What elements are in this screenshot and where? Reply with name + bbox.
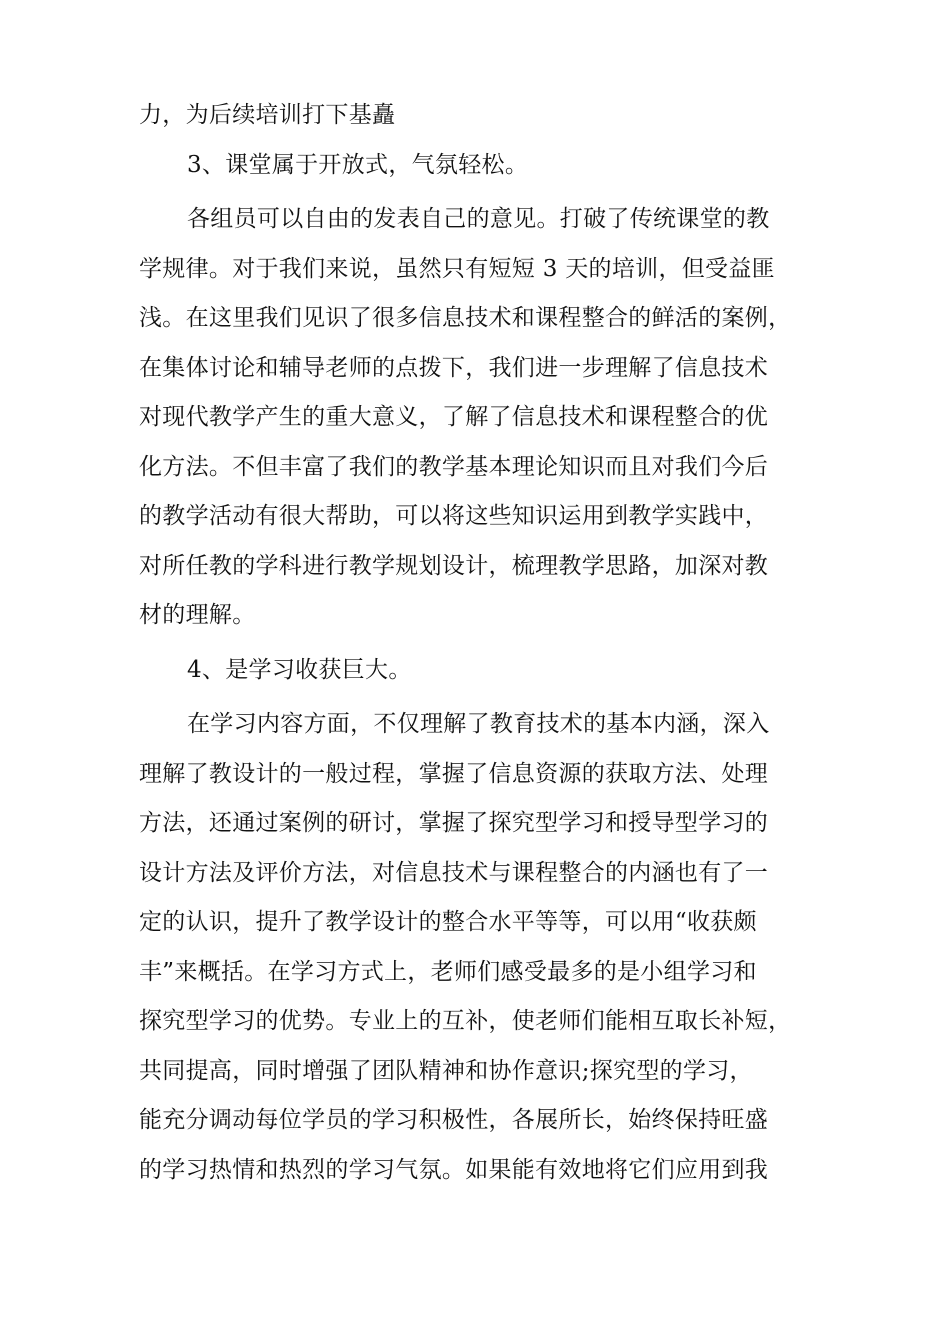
- paragraph-line-10: 在学习内容方面，不仅理解了教育技术的基本内涵，深入: [187, 711, 770, 737]
- paragraph-line-7: 的教学活动有很大帮助，可以将这些知识运用到教学实践中，: [139, 503, 769, 529]
- paragraph-line-2: 学规律。对于我们来说，虽然只有短短 3 天的培训，但受益匪: [139, 255, 775, 282]
- paragraph-line-14: 定的认识，提升了教学设计的整合水平等等，可以用“收获颇: [139, 909, 757, 935]
- section-heading-4: 4、是学习收获巨大。: [187, 656, 412, 683]
- paragraph-line-19: 的学习热情和热烈的学习气氛。如果能有效地将它们应用到我: [139, 1156, 769, 1183]
- paragraph-line-8: 对所任教的学科进行教学规划设计，梳理教学思路，加深对教: [139, 552, 769, 579]
- paragraph-line-5: 对现代教学产生的重大意义，了解了信息技术和课程整合的优: [139, 404, 769, 430]
- section-heading-3: 3、课堂属于开放式，气氛轻松。: [187, 151, 529, 178]
- paragraph-line-9: 材的理解。: [139, 602, 256, 628]
- paragraph-line-12: 方法，还通过案例的研讨，掌握了探究型学习和授导型学习的: [139, 810, 769, 836]
- paragraph-line-13: 设计方法及评价方法，对信息技术与课程整合的内涵也有了一: [139, 859, 769, 886]
- paragraph-line-1: 各组员可以自由的发表自己的意见。打破了传统课堂的教: [187, 206, 770, 232]
- paragraph-line-4: 在集体讨论和辅导老师的点拨下，我们进一步理解了信息技术: [139, 354, 769, 381]
- paragraph-line-17: 共同提高，同时增强了团队精神和协作意识;探究型的学习，: [139, 1057, 753, 1084]
- paragraph-line-6: 化方法。不但丰富了我们的教学基本理论知识而且对我们今后: [139, 453, 769, 480]
- paragraph-line-11: 理解了教设计的一般过程，掌握了信息资源的获取方法、处理: [139, 760, 769, 787]
- text-line-1: 力，为后续培训打下基矗: [139, 102, 396, 128]
- paragraph-line-15: 丰”来概括。在学习方式上，老师们感受最多的是小组学习和: [139, 958, 757, 985]
- paragraph-line-3: 浅。在这里我们见识了很多信息技术和课程整合的鲜活的案例，: [139, 305, 792, 331]
- paragraph-line-18: 能充分调动每位学员的学习积极性，各展所长，始终保持旺盛: [139, 1107, 769, 1133]
- paragraph-line-16: 探究型学习的优势。专业上的互补，使老师们能相互取长补短，: [139, 1008, 792, 1034]
- document-body: [139, 91, 839, 1195]
